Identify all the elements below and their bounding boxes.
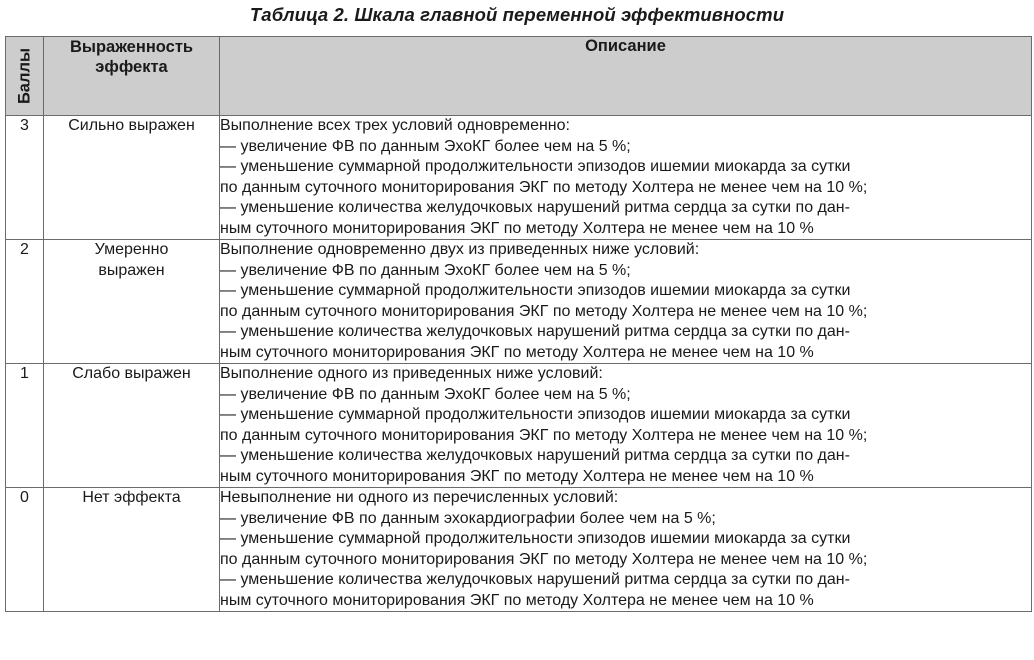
- desc-line: — уменьшение суммарной продолжительности эпизодов ишемии миокарда за сутки: [220, 406, 851, 423]
- table-row: [6, 116, 1032, 240]
- desc-line: ным суточного мониторирования ЭКГ по методу Холтера не менее чем на 10 %: [220, 219, 814, 237]
- desc-line: — уменьшение количества желудочковых нарушений ритма сердца за сутки по дан-: [220, 571, 850, 588]
- row-score: 3: [6, 116, 44, 240]
- desc-line: — увеличение ФВ по данным ЭхоКГ более чем на 5 %;: [220, 261, 631, 279]
- desc-line: — уменьшение количества желудочковых нарушений ритма сердца за сутки по дан-: [220, 447, 850, 464]
- row-effect-line1: Сильно выражен: [68, 117, 195, 134]
- table-row: [6, 364, 1032, 488]
- desc-line: — увеличение ФВ по данным ЭхоКГ более чем на 5 %;: [220, 385, 631, 403]
- row-description: [220, 364, 1032, 488]
- efficacy-scale-table: [5, 36, 1032, 612]
- row-effect-line1: Нет эффекта: [82, 489, 181, 506]
- row-description: [220, 488, 1032, 612]
- table-row: [6, 488, 1032, 612]
- row-effect: [44, 364, 220, 488]
- desc-line: по данным суточного мониторирования ЭКГ по методу Холтера не менее чем на 10 %;: [220, 550, 868, 568]
- desc-line: Выполнение всех трех условий одновременно:: [220, 117, 570, 134]
- row-effect-line1: Умеренно: [94, 241, 169, 258]
- row-score: 1: [6, 364, 44, 488]
- table-row: [6, 240, 1032, 364]
- row-effect-line1: Слабо выражен: [72, 365, 191, 382]
- desc-line: по данным суточного мониторирования ЭКГ по методу Холтера не менее чем на 10 %;: [220, 178, 868, 196]
- desc-line: ным суточного мониторирования ЭКГ по методу Холтера не менее чем на 10 %: [220, 591, 814, 609]
- desc-line: — увеличение ФВ по данным эхокардиографии более чем на 5 %;: [220, 509, 716, 527]
- row-description: [220, 240, 1032, 364]
- desc-line: — увеличение ФВ по данным ЭхоКГ более чем на 5 %;: [220, 137, 631, 155]
- desc-line: — уменьшение суммарной продолжительности эпизодов ишемии миокарда за сутки: [220, 158, 851, 175]
- desc-line: ным суточного мониторирования ЭКГ по методу Холтера не менее чем на 10 %: [220, 467, 814, 485]
- header-effect-line1: Выраженность: [69, 38, 194, 56]
- table-header-row: [6, 37, 1032, 116]
- header-score: [6, 37, 44, 116]
- header-effect-line2: эффекта: [95, 58, 168, 76]
- row-effect: [44, 240, 220, 364]
- desc-line: — уменьшение суммарной продолжительности эпизодов ишемии миокарда за сутки: [220, 530, 851, 547]
- header-effect: [44, 37, 220, 116]
- desc-line: — уменьшение количества желудочковых нарушений ритма сердца за сутки по дан-: [220, 199, 850, 216]
- desc-line: Выполнение одновременно двух из приведенных ниже условий:: [220, 241, 700, 258]
- desc-line: — уменьшение суммарной продолжительности эпизодов ишемии миокарда за сутки: [220, 282, 851, 299]
- desc-line: по данным суточного мониторирования ЭКГ по методу Холтера не менее чем на 10 %;: [220, 426, 868, 444]
- row-description: [220, 116, 1032, 240]
- row-effect-line2: выражен: [98, 261, 165, 279]
- row-score: 0: [6, 488, 44, 612]
- desc-line: Невыполнение ни одного из перечисленных условий:: [220, 489, 619, 506]
- header-score-label: Баллы: [15, 47, 34, 105]
- desc-line: — уменьшение количества желудочковых нарушений ритма сердца за сутки по дан-: [220, 323, 850, 340]
- table-caption: Таблица 2. Шкала главной переменной эффективности: [249, 4, 785, 25]
- desc-line: Выполнение одного из приведенных ниже условий:: [220, 365, 603, 382]
- desc-line: ным суточного мониторирования ЭКГ по методу Холтера не менее чем на 10 %: [220, 343, 814, 361]
- desc-line: по данным суточного мониторирования ЭКГ по методу Холтера не менее чем на 10 %;: [220, 302, 868, 320]
- row-effect: [44, 488, 220, 612]
- row-effect: [44, 116, 220, 240]
- header-description: Описание: [220, 37, 1032, 116]
- row-score: 2: [6, 240, 44, 364]
